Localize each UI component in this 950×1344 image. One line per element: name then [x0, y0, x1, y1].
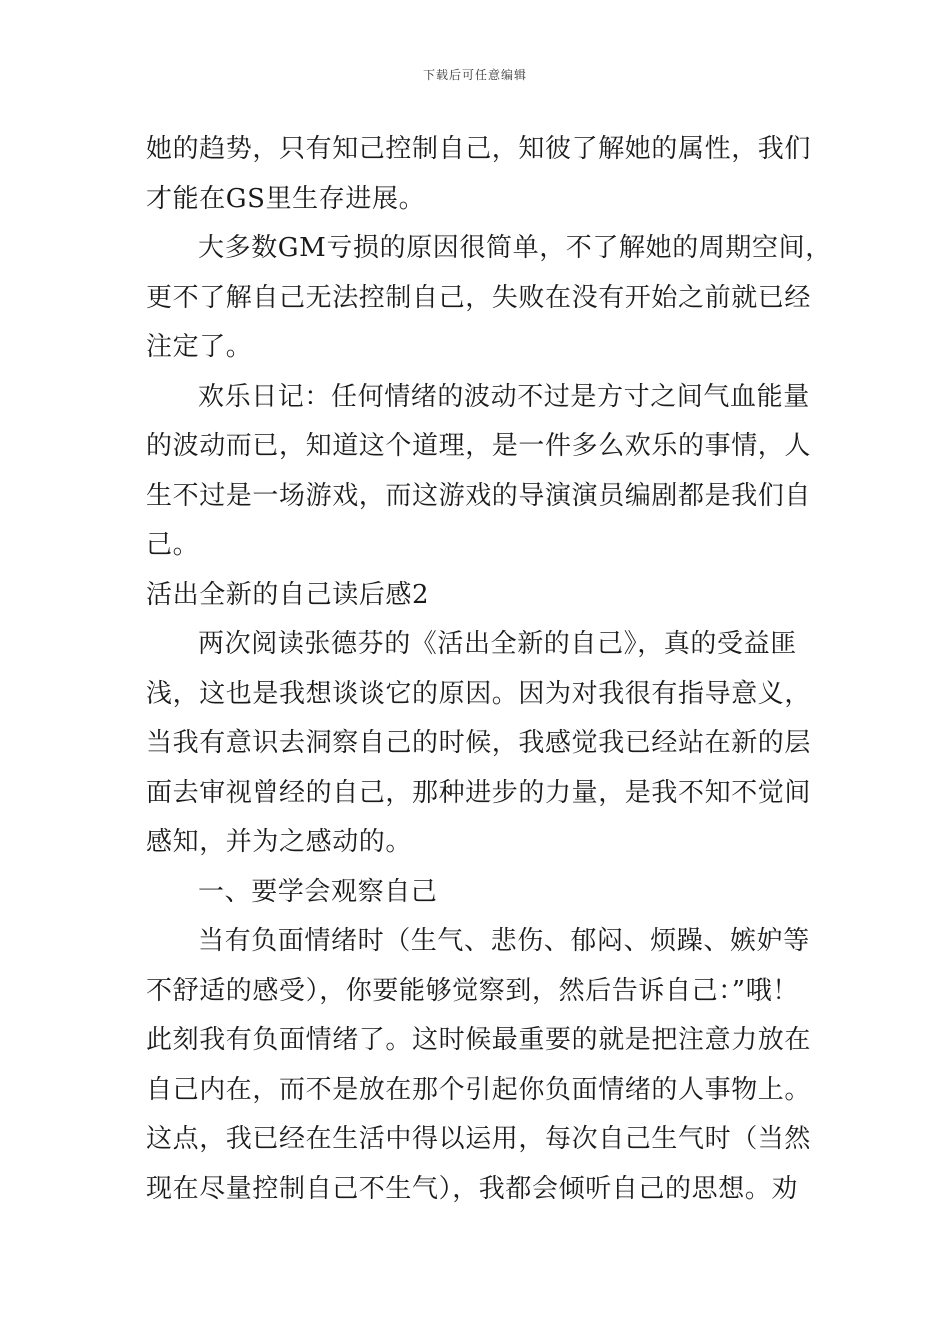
text-line: 面去审视曾经的自己，那种进步的力量，是我不知不觉间	[146, 777, 812, 808]
text-line: 感知，并为之感动的。	[146, 827, 413, 857]
text-line: 现在尽量控制自己不生气），我都会倾听自己的思想。劝	[146, 1173, 799, 1204]
text-line: 浅，这也是我想谈谈它的原因。因为对我很有指导意义，	[146, 678, 812, 709]
text-line: 注定了。	[146, 332, 253, 362]
text-line: 的波动而已，知道这个道理，是一件多么欢乐的事情，人	[146, 431, 812, 461]
text-line: 当我有意识去洞察自己的时候，我感觉我已经站在新的层	[146, 728, 812, 758]
page-header: 下载后可任意编辑	[422, 68, 527, 82]
text-line: 大多数GM亏损的原因很简单，不了解她的周期空间，	[198, 233, 832, 263]
text-line: 自己内在，而不是放在那个引起你负面情绪的人事物上。	[146, 1074, 812, 1105]
text-line: 一、要学会观察自己	[198, 876, 438, 907]
text-line: 己。	[146, 530, 200, 560]
text-line: 生不过是一场游戏，而这游戏的导演演员编剧都是我们自	[146, 480, 812, 511]
text-line: 她的趋势，只有知己控制自己，知彼了解她的属性，我们	[146, 134, 812, 164]
text-line: 不舒适的感受），你要能够觉察到，然后告诉自己：”哦！	[146, 975, 799, 1006]
text-line: 当有负面情绪时（生气、悲伤、郁闷、烦躁、嫉妒等	[198, 926, 810, 956]
text-line: 两次阅读张德芬的《活出全新的自己》，真的受益匪	[198, 629, 797, 659]
text-line: 才能在GS里生存进展。	[146, 183, 426, 214]
document-body	[146, 125, 832, 1214]
text-line: 更不了解自己无法控制自己，失败在没有开始之前就已经	[146, 282, 812, 313]
text-line: 活出全新的自己读后感2	[146, 579, 430, 610]
text-line: 这点，我已经在生活中得以运用，每次自己生气时（当然	[146, 1124, 812, 1154]
text-line: 此刻我有负面情绪了。这时候最重要的就是把注意力放在	[146, 1025, 812, 1055]
text-line: 欢乐日记：任何情绪的波动不过是方寸之间气血能量	[198, 381, 810, 412]
